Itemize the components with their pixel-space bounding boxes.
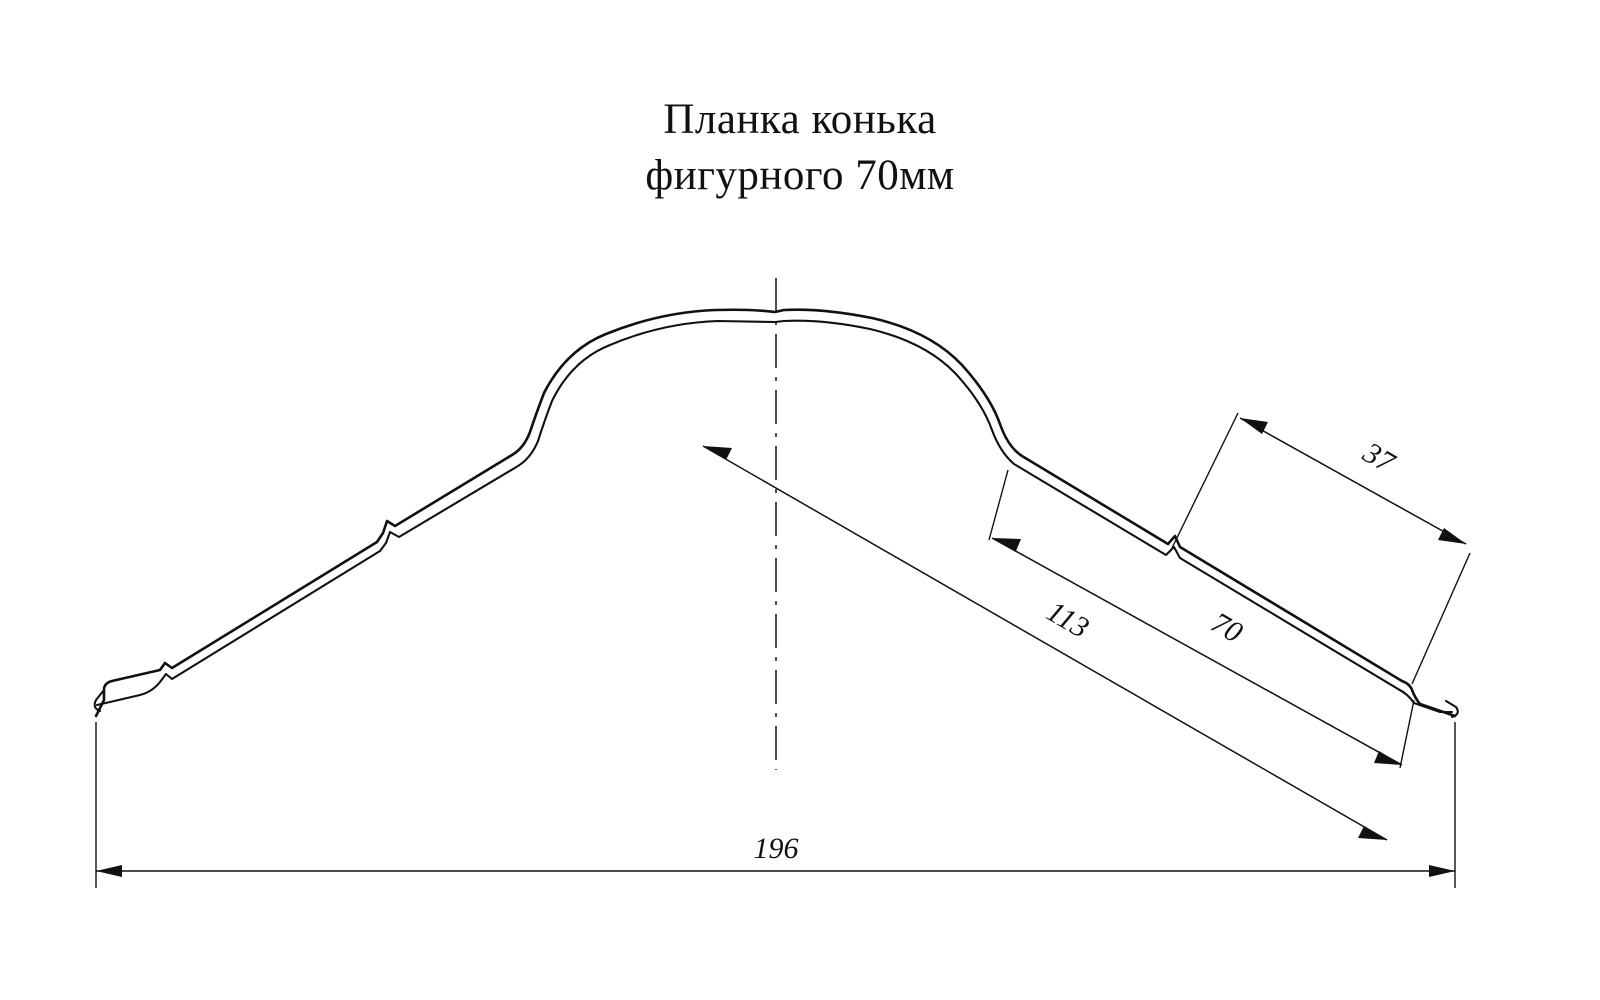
ridge-profile-inner-outline <box>97 321 1452 712</box>
dimension-label-196: 196 <box>753 832 799 865</box>
page-title-line-2: фигурного 70мм <box>645 152 955 199</box>
page-title-line-1: Планка конька <box>663 96 937 143</box>
dimension-label-113: 113 <box>1040 594 1095 645</box>
dimension-label-37: 37 <box>1357 435 1400 480</box>
dimension-slope-113 <box>703 446 1387 840</box>
dimension-label-70: 70 <box>1205 605 1248 650</box>
